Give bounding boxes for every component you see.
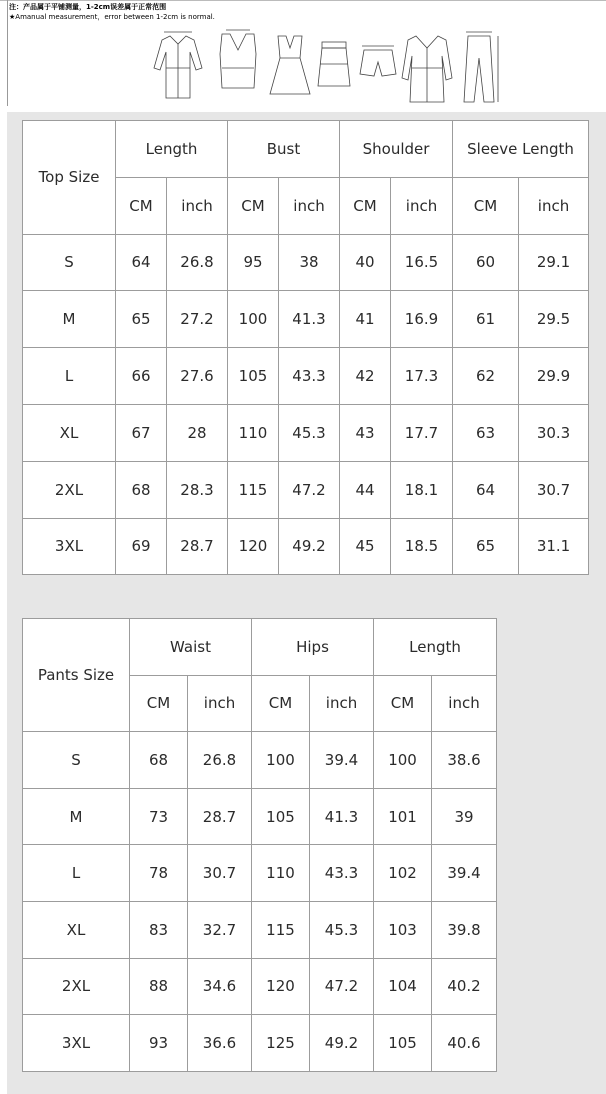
table-cell: 41.3 [279, 291, 340, 348]
table-cell: 34.6 [188, 958, 252, 1015]
table-cell: 42 [340, 348, 391, 405]
table-cell: 102 [374, 845, 432, 902]
coat-figure [402, 36, 452, 102]
table-cell: 49.2 [279, 518, 340, 575]
table-cell: 110 [252, 845, 310, 902]
skirt-figure [318, 42, 350, 86]
table-cell: 125 [252, 1015, 310, 1072]
size-label: XL [23, 901, 130, 958]
table-row [23, 234, 589, 291]
table-cell: 28.7 [188, 788, 252, 845]
table-cell: 61 [453, 291, 519, 348]
table-cell: 49.2 [310, 1015, 374, 1072]
table-cell: 115 [228, 461, 279, 518]
top-size-table [22, 120, 589, 575]
garment-measurement-figures [150, 24, 500, 104]
size-label: S [23, 234, 116, 291]
table-cell: 41.3 [310, 788, 374, 845]
shorts-figure [360, 46, 396, 76]
table-cell: 67 [116, 404, 167, 461]
table-cell: 16.5 [391, 234, 453, 291]
size-label: XL [23, 404, 116, 461]
table-cell: 68 [116, 461, 167, 518]
table-cell: 29.1 [519, 234, 589, 291]
size-label: M [23, 788, 130, 845]
table-cell: 26.8 [167, 234, 228, 291]
measurement-note-area [0, 0, 606, 108]
table-cell: 43.3 [279, 348, 340, 405]
table-cell: 100 [252, 732, 310, 789]
size-label: 2XL [23, 958, 130, 1015]
shirt-figure [154, 32, 202, 98]
size-label: 3XL [23, 518, 116, 575]
table-cell: 45.3 [279, 404, 340, 461]
table-cell: 27.6 [167, 348, 228, 405]
table-cell: 36.6 [188, 1015, 252, 1072]
unit-header: CM [130, 675, 188, 732]
table-cell: 110 [228, 404, 279, 461]
table-row [23, 1015, 497, 1072]
unit-header: CM [116, 177, 167, 234]
table-cell: 31.1 [519, 518, 589, 575]
table-cell: 105 [252, 788, 310, 845]
table-row [23, 404, 589, 461]
unit-header: inch [519, 177, 589, 234]
size-column-header: Top Size [23, 121, 116, 235]
table-cell: 100 [374, 732, 432, 789]
top-border-line [0, 0, 606, 1]
table-cell: 29.5 [519, 291, 589, 348]
table-cell: 120 [228, 518, 279, 575]
table-cell: 18.1 [391, 461, 453, 518]
table-cell: 64 [116, 234, 167, 291]
table-cell: 100 [228, 291, 279, 348]
table-cell: 41 [340, 291, 391, 348]
table-cell: 27.2 [167, 291, 228, 348]
table-cell: 38 [279, 234, 340, 291]
table-cell: 32.7 [188, 901, 252, 958]
table-row [23, 518, 589, 575]
table-cell: 88 [130, 958, 188, 1015]
table-cell: 39 [432, 788, 497, 845]
group-header: Sleeve Length [453, 121, 589, 178]
table-cell: 39.4 [432, 845, 497, 902]
table-cell: 69 [116, 518, 167, 575]
header-row-groups [23, 121, 589, 178]
table-cell: 17.7 [391, 404, 453, 461]
table-cell: 93 [130, 1015, 188, 1072]
table-cell: 40.2 [432, 958, 497, 1015]
table-cell: 65 [116, 291, 167, 348]
table-cell: 39.8 [432, 901, 497, 958]
group-header: Waist [130, 619, 252, 676]
table-cell: 62 [453, 348, 519, 405]
table-row [23, 461, 589, 518]
table-cell: 28.3 [167, 461, 228, 518]
size-label: M [23, 291, 116, 348]
table-cell: 60 [453, 234, 519, 291]
table-row [23, 732, 497, 789]
unit-header: inch [310, 675, 374, 732]
group-header: Length [116, 121, 228, 178]
table-cell: 40 [340, 234, 391, 291]
table-cell: 39.4 [310, 732, 374, 789]
left-border-line [7, 0, 8, 106]
table-cell: 45.3 [310, 901, 374, 958]
table-cell: 28 [167, 404, 228, 461]
size-label: L [23, 348, 116, 405]
table-cell: 95 [228, 234, 279, 291]
size-label: L [23, 845, 130, 902]
note-english: ★Amanual measurement，error between 1-2cm is normal. [9, 13, 215, 21]
table-cell: 29.9 [519, 348, 589, 405]
table-row [23, 788, 497, 845]
header-row-groups [23, 619, 497, 676]
table-row [23, 291, 589, 348]
unit-header: inch [188, 675, 252, 732]
table-cell: 105 [228, 348, 279, 405]
table-row [23, 845, 497, 902]
unit-header: inch [279, 177, 340, 234]
table-cell: 78 [130, 845, 188, 902]
table-cell: 101 [374, 788, 432, 845]
table-cell: 44 [340, 461, 391, 518]
pants-figure [464, 32, 498, 102]
table-cell: 47.2 [279, 461, 340, 518]
table-cell: 63 [453, 404, 519, 461]
group-header: Length [374, 619, 497, 676]
unit-header: CM [228, 177, 279, 234]
table-cell: 73 [130, 788, 188, 845]
group-header: Shoulder [340, 121, 453, 178]
table-cell: 30.3 [519, 404, 589, 461]
table-cell: 38.6 [432, 732, 497, 789]
unit-header: inch [167, 177, 228, 234]
table-row [23, 958, 497, 1015]
table-cell: 43.3 [310, 845, 374, 902]
unit-header: inch [432, 675, 497, 732]
table-cell: 83 [130, 901, 188, 958]
table-cell: 17.3 [391, 348, 453, 405]
unit-header: CM [374, 675, 432, 732]
unit-header: CM [340, 177, 391, 234]
vest-figure [220, 30, 256, 88]
table-cell: 64 [453, 461, 519, 518]
table-cell: 120 [252, 958, 310, 1015]
table-row [23, 901, 497, 958]
table-row [23, 348, 589, 405]
table-cell: 26.8 [188, 732, 252, 789]
table-cell: 30.7 [188, 845, 252, 902]
table-cell: 40.6 [432, 1015, 497, 1072]
note-chinese: 注：产品属于平铺测量，1-2cm误差属于正常范围 [9, 3, 167, 11]
size-label: S [23, 732, 130, 789]
table-cell: 43 [340, 404, 391, 461]
table-cell: 105 [374, 1015, 432, 1072]
table-cell: 30.7 [519, 461, 589, 518]
table-cell: 28.7 [167, 518, 228, 575]
table-cell: 68 [130, 732, 188, 789]
group-header: Hips [252, 619, 374, 676]
table-cell: 65 [453, 518, 519, 575]
group-header: Bust [228, 121, 340, 178]
unit-header: inch [391, 177, 453, 234]
dress-figure [270, 36, 310, 94]
table-cell: 66 [116, 348, 167, 405]
size-column-header: Pants Size [23, 619, 130, 732]
table-cell: 18.5 [391, 518, 453, 575]
table-cell: 16.9 [391, 291, 453, 348]
unit-header: CM [252, 675, 310, 732]
unit-header: CM [453, 177, 519, 234]
pants-size-table [22, 618, 497, 1072]
size-label: 3XL [23, 1015, 130, 1072]
size-label: 2XL [23, 461, 116, 518]
table-cell: 115 [252, 901, 310, 958]
table-cell: 103 [374, 901, 432, 958]
table-cell: 45 [340, 518, 391, 575]
table-cell: 104 [374, 958, 432, 1015]
table-cell: 47.2 [310, 958, 374, 1015]
